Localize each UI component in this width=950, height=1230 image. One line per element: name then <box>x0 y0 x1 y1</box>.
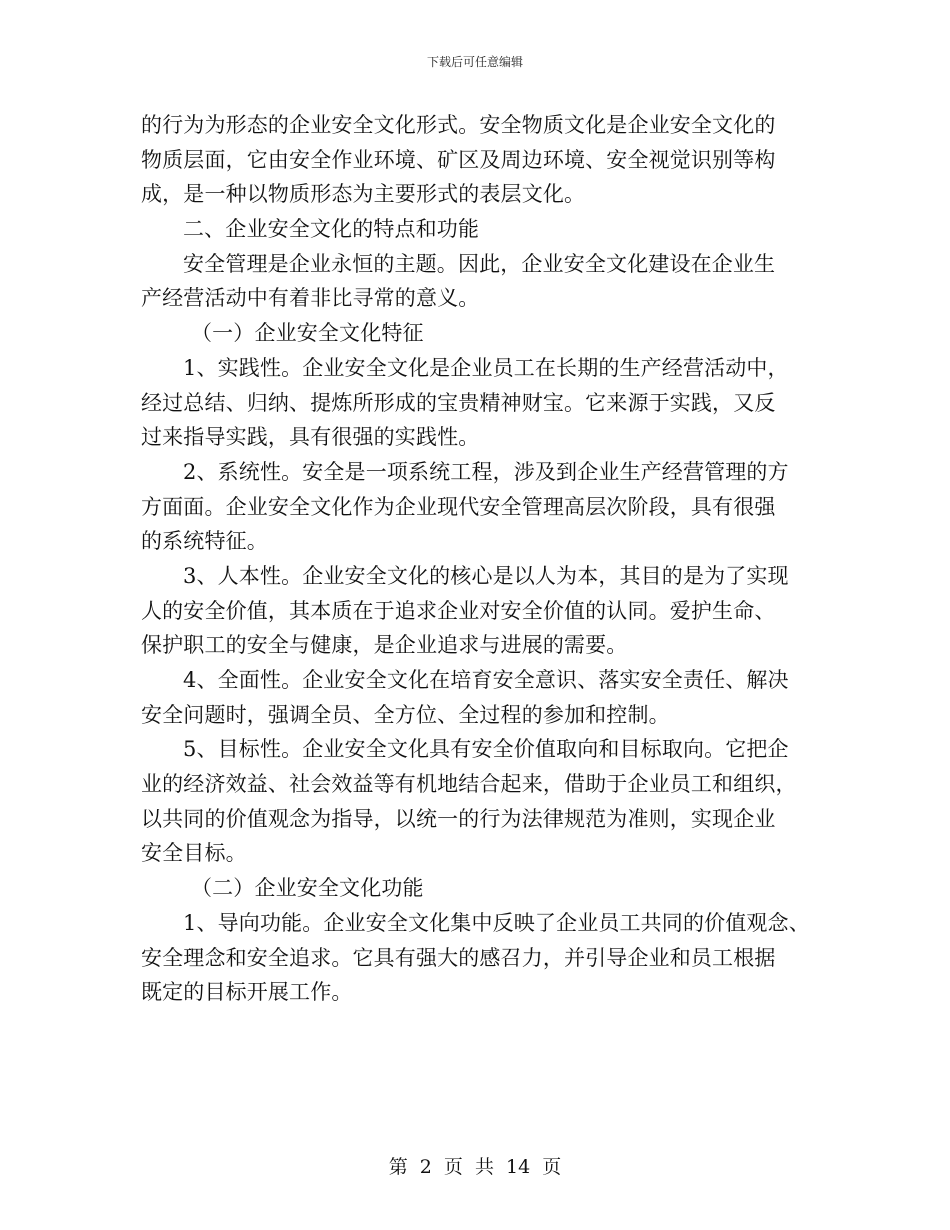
page-header: 下载后可任意编辑 <box>426 55 523 69</box>
paragraph-line: 方面面。企业安全文化作为企业现代安全管理高层次阶段，具有很强 <box>141 494 776 519</box>
list-item-line: 3、人本性。企业安全文化的核心是以人为本，其目的是为了实现 <box>183 563 789 588</box>
paragraph-line: 安全目标。 <box>141 841 247 866</box>
paragraph-line: 过来指导实践，具有很强的实践性。 <box>141 425 480 450</box>
paragraph-line: 的行为为形态的企业安全文化形式。安全物质文化是企业安全文化的 <box>141 113 776 137</box>
document-body <box>141 108 831 1010</box>
paragraph-line: 人的安全价值，其本质在于追求企业对安全价值的认同。爱护生命、 <box>141 598 776 623</box>
paragraph-line: 物质层面，它由安全作业环境、矿区及周边环境、安全视觉识别等构 <box>141 147 776 172</box>
paragraph-line: 既定的目标开展工作。 <box>141 980 353 1005</box>
list-item-line: 5、目标性。企业安全文化具有安全价值取向和目标取向。它把企 <box>183 737 789 762</box>
paragraph-line: 产经营活动中有着非比寻常的意义。 <box>141 286 480 311</box>
paragraph-line: 的系统特征。 <box>141 529 268 554</box>
paragraph-line: 业的经济效益、社会效益等有机地结合起来，借助于企业员工和组织， <box>141 772 797 797</box>
list-item-line: 2、系统性。安全是一项系统工程，涉及到企业生产经营管理的方 <box>183 459 789 484</box>
subsection-heading: （一）企业安全文化特征 <box>191 321 424 346</box>
paragraph-line: 安全管理是企业永恒的主题。因此，企业安全文化建设在企业生 <box>183 251 776 276</box>
section-heading: 二、企业安全文化的特点和功能 <box>183 217 480 242</box>
subsection-heading: （二）企业安全文化功能 <box>191 876 424 901</box>
paragraph-line: 安全问题时，强调全员、全方位、全过程的参加和控制。 <box>141 702 670 727</box>
list-item-line: 1、实践性。企业安全文化是企业员工在长期的生产经营活动中， <box>183 355 789 380</box>
page-number: 第 2 页 共 14 页 <box>388 1156 562 1178</box>
paragraph-line: 经过总结、归纳、提炼所形成的宝贵精神财宝。它来源于实践，又反 <box>141 390 776 415</box>
list-item-line: 4、全面性。企业安全文化在培育安全意识、落实安全责任、解决 <box>183 668 789 692</box>
list-item-line: 1、导向功能。企业安全文化集中反映了企业员工共同的价值观念、 <box>183 910 810 935</box>
paragraph-line: 保护职工的安全与健康，是企业追求与进展的需要。 <box>141 633 628 658</box>
paragraph-line: 安全理念和安全追求。它具有强大的感召力，并引导企业和员工根据 <box>141 945 776 970</box>
paragraph-line: 成，是一种以物质形态为主要形式的表层文化。 <box>141 182 586 207</box>
paragraph-line: 以共同的价值观念为指导，以统一的行为法律规范为准则，实现企业 <box>141 806 776 831</box>
